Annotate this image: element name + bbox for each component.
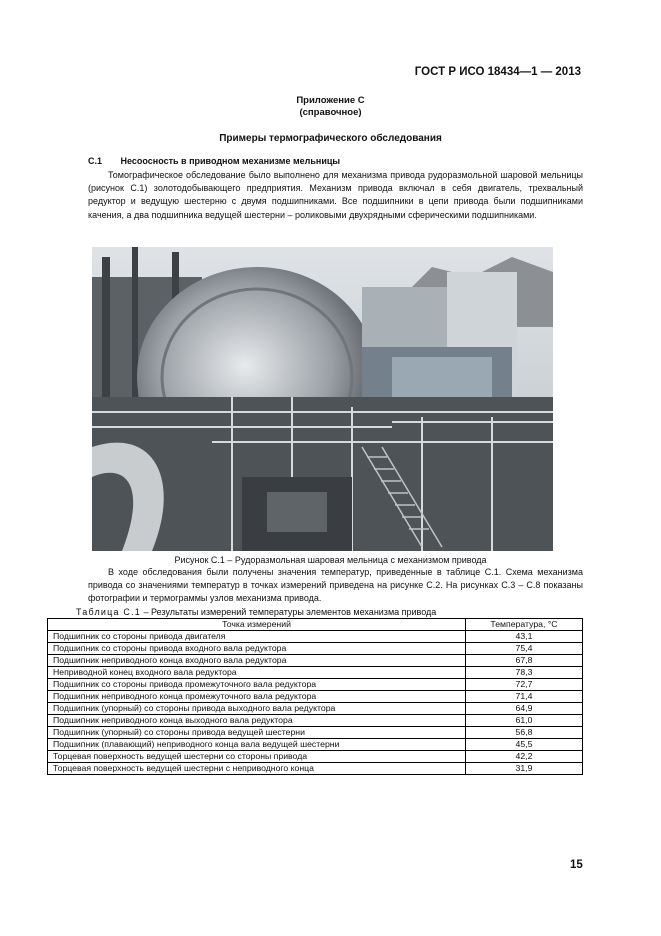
table-row [48,655,583,667]
figure-caption: Рисунок С.1 – Рудоразмольная шаровая мельница с механизмом привода [174,555,487,565]
temperature-cell: 42,2 [466,751,583,763]
table-title-text: – Результаты измерений температуры элементов механизма привода [141,607,437,617]
temperature-cell: 43,1 [466,631,583,643]
appendix-heading [0,95,661,119]
point-cell: Подшипник неприводного конца выходного вала редуктора [48,715,466,727]
results-paragraph: В ходе обследования были получены значения температур, приведенные в таблице С.1. Схема механизма привода со значениями температур в точках измерений приведена на рисунке С.2. На рисунках С.3 – С.8 показаны фотографии и термограммы узлов механизма привода. [88,567,583,604]
point-cell: Подшипник со стороны привода двигателя [48,631,466,643]
ball-mill-photo [92,247,553,551]
table-row [48,631,583,643]
subsection-number: С.1 [88,156,103,166]
point-cell: Подшипник (упорный) со стороны привода выходного вала редуктора [48,703,466,715]
table-row [48,739,583,751]
table-row [48,643,583,655]
intro-paragraph: Томографическое обследование было выполнено для механизма привода рудоразмольной шаровой мельницы (рисунок С.1) золотодобывающего предприятия. Механизм привода включал в себя двигатель, трехвальный редуктор и ведущую шестерню с двумя подшипниками. Все подшипники в цепи привода были подшипниками качения, а два подшипника ведущей шестерни – роликовыми двухрядными сферическими подшипниками. [88,170,583,220]
table-row [48,763,583,775]
subsection-title: Несоосность в приводном механизме мельницы [120,156,341,166]
temperature-cell: 56,8 [466,727,583,739]
point-cell: Торцевая поверхность ведущей шестерни со стороны привода [48,751,466,763]
appendix-subtitle: (справочное) [299,107,362,118]
temperature-cell: 61,0 [466,715,583,727]
point-cell: Подшипник (упорный) со стороны привода ведущей шестерни [48,727,466,739]
table-row [48,679,583,691]
table-row [48,715,583,727]
temperature-cell: 45,5 [466,739,583,751]
temperature-table [47,618,583,775]
point-cell: Подшипник со стороны привода промежуточного вала редуктора [48,679,466,691]
table-row [48,703,583,715]
temperature-cell: 67,8 [466,655,583,667]
table-row [48,667,583,679]
page-number: 15 [570,859,583,871]
document-code: ГОСТ Р ИСО 18434—1 — 2013 [414,66,581,78]
point-cell: Подшипник неприводного конца промежуточного вала редуктора [48,691,466,703]
table-row [48,691,583,703]
temperature-cell: 31,9 [466,763,583,775]
point-cell: Неприводной конец входного вала редуктора [48,667,466,679]
section-title: Примеры термографического обследования [219,133,442,144]
temperature-cell: 64,9 [466,703,583,715]
table-title [76,607,436,617]
temperature-cell: 78,3 [466,667,583,679]
point-cell: Подшипник (плавающий) неприводного конца вала ведущей шестерни [48,739,466,751]
table-row [48,751,583,763]
temperature-cell: 75,4 [466,643,583,655]
temperature-cell: 72,7 [466,679,583,691]
appendix-title: Приложение С [296,95,365,106]
header-temperature: Температура, °С [466,619,583,631]
point-cell: Подшипник со стороны привода входного вала редуктора [48,643,466,655]
table-row [48,727,583,739]
table-header-row [48,619,583,631]
table-label: Таблица С.1 [76,607,141,617]
point-cell: Подшипник неприводного конца входного вала редуктора [48,655,466,667]
subsection-heading [88,156,340,166]
header-measurement-point: Точка измерений [48,619,466,631]
temperature-cell: 71,4 [466,691,583,703]
point-cell: Торцевая поверхность ведущей шестерни с неприводного конца [48,763,466,775]
